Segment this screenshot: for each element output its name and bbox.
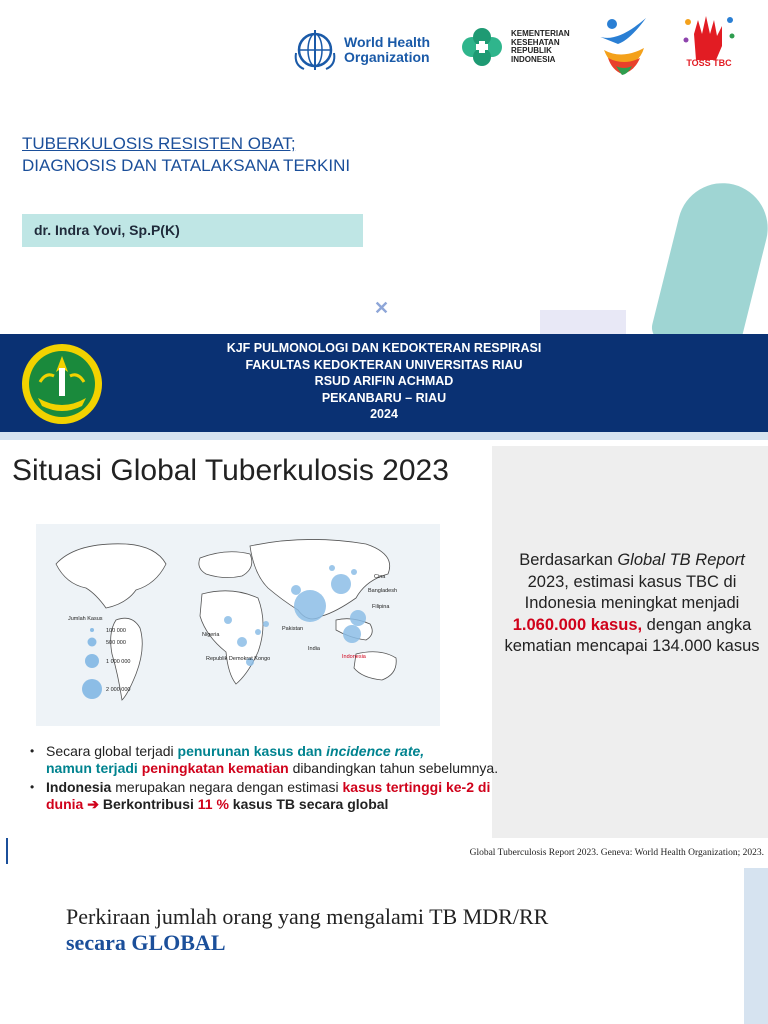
arrow-right-icon: ➔ — [87, 796, 99, 812]
bullet1-text-b — [178, 743, 425, 759]
bullet1-text-b1: penurunan kasus dan — [177, 743, 327, 759]
mdr-title-line-2: secara GLOBAL — [66, 930, 226, 955]
bullet2-text-e: 11 % — [197, 796, 229, 812]
decorative-shape — [649, 174, 768, 361]
kemenkes-line2: KESEHATAN — [511, 37, 560, 47]
side-text-2: 2023, estimasi kasus TBC di Indonesia meningkat menjadi — [524, 572, 740, 612]
mdr-slide — [0, 868, 768, 1024]
title-line-2: DIAGNOSIS DAN TATALAKSANA TERKINI — [22, 156, 351, 175]
side-text-3: dengan angka kematian mencapai 134.000 kasus — [504, 615, 760, 655]
bullet-item-1 — [30, 743, 510, 777]
who-line1: World Health — [344, 34, 431, 50]
who-line2: Organization — [344, 49, 430, 65]
kemenkes-line4: INDONESIA — [511, 54, 556, 64]
kemenkes-emblem-icon — [458, 27, 506, 67]
kemenkes-line1: KEMENTERIAN — [511, 29, 570, 38]
side-text-1: Berdasarkan — [519, 551, 618, 569]
decorative-x-icon: ✕ — [374, 298, 390, 318]
map-label-bangladesh: Bangladesh — [368, 588, 398, 594]
map-label-india: India — [308, 646, 320, 652]
bullet-list — [30, 743, 510, 815]
mdr-title — [66, 904, 548, 956]
side-summary — [504, 550, 760, 658]
legend-item-4: 2 000 000 — [106, 687, 131, 693]
toss-label: TOSS TBC — [686, 58, 732, 68]
institution-line-2: FAKULTAS KEDOKTERAN UNIVERSITAS RIAU — [245, 357, 523, 372]
legend-item-3: 1 000 000 — [106, 659, 131, 665]
institution-text — [100, 340, 668, 423]
author-name: dr. Indra Yovi, Sp.P(K) — [34, 222, 180, 238]
map-label-pakistan: Pakistan — [282, 626, 304, 632]
decorative-bar — [744, 868, 768, 1024]
bullet-item-2 — [30, 779, 510, 813]
universitas-riau-logo-icon — [16, 342, 108, 428]
who-logo — [290, 22, 440, 78]
title-line-1: TUBERKULOSIS RESISTEN OBAT; — [22, 134, 296, 153]
bullet2-text-d: Berkontribusi — [98, 796, 198, 812]
legend-item-1: 100 000 — [106, 628, 126, 634]
map-label-cina: Cina — [374, 574, 386, 580]
map-label-kongo: Republik Demokrat Kongo — [206, 656, 271, 662]
side-text-report: Global TB Report — [617, 551, 745, 569]
institution-line-1: KJF PULMONOLOGI DAN KEDOKTERAN RESPIRASI — [226, 341, 542, 355]
institution-line-3: RSUD ARIFIN ACHMAD — [314, 374, 454, 388]
map-label-indonesia: Indonesia — [342, 654, 366, 660]
world-map — [36, 524, 440, 726]
slide-title: Situasi Global Tuberkulosis 2023 — [12, 454, 449, 487]
citation: Global Tuberculosis Report 2023. Geneva: World Health Organization; 2023. — [469, 848, 764, 858]
institution-line-5: 2024 — [370, 407, 398, 421]
bullet2-text-c: kasus tertinggi ke-2 di dunia — [46, 779, 491, 812]
bullet1-text-f: dibandingkan tahun sebelumnya. — [288, 760, 499, 776]
toss-tbc-logo — [676, 12, 742, 78]
title-slide — [0, 0, 768, 440]
legend-title: Jumlah Kasus — [68, 616, 103, 622]
map-label-filipina: Filipina — [372, 604, 390, 610]
bullet2-text-f: kasus TB secara global — [228, 796, 389, 812]
world-map-graphic — [36, 524, 440, 726]
map-label-nigeria: Nigeria — [202, 632, 220, 638]
bullet1-text-d: namun terjadi — [46, 760, 142, 776]
band-strip — [0, 432, 768, 440]
toss-hand-icon — [676, 12, 742, 62]
kemenkes-logo — [458, 22, 583, 72]
bullet1-text-a: Secara global terjadi — [46, 743, 178, 759]
presentation-title — [22, 133, 522, 177]
who-emblem-icon — [290, 25, 340, 75]
author-box — [22, 214, 363, 247]
legend-item-2: 500 000 — [106, 640, 126, 646]
side-text-cases: 1.060.000 kasus, — [512, 615, 643, 634]
institution-band — [0, 334, 768, 432]
germas-logo-icon — [594, 14, 650, 76]
global-situation-slide — [0, 446, 768, 868]
bullet2-text-a: Indonesia — [46, 779, 112, 795]
institution-line-4: PEKANBARU – RIAU — [321, 390, 447, 405]
bullet1-text-e: peningkatan kematian — [141, 760, 289, 776]
bullet2-text-b: merupakan negara dengan estimasi — [111, 779, 343, 795]
mdr-title-line-1: Perkiraan jumlah orang yang mengalami TB MDR/RR — [66, 904, 549, 929]
decorative-tick — [6, 838, 8, 864]
kemenkes-line3: REPUBLIK — [511, 46, 552, 55]
bullet1-text-c: incidence rate, — [326, 743, 425, 759]
